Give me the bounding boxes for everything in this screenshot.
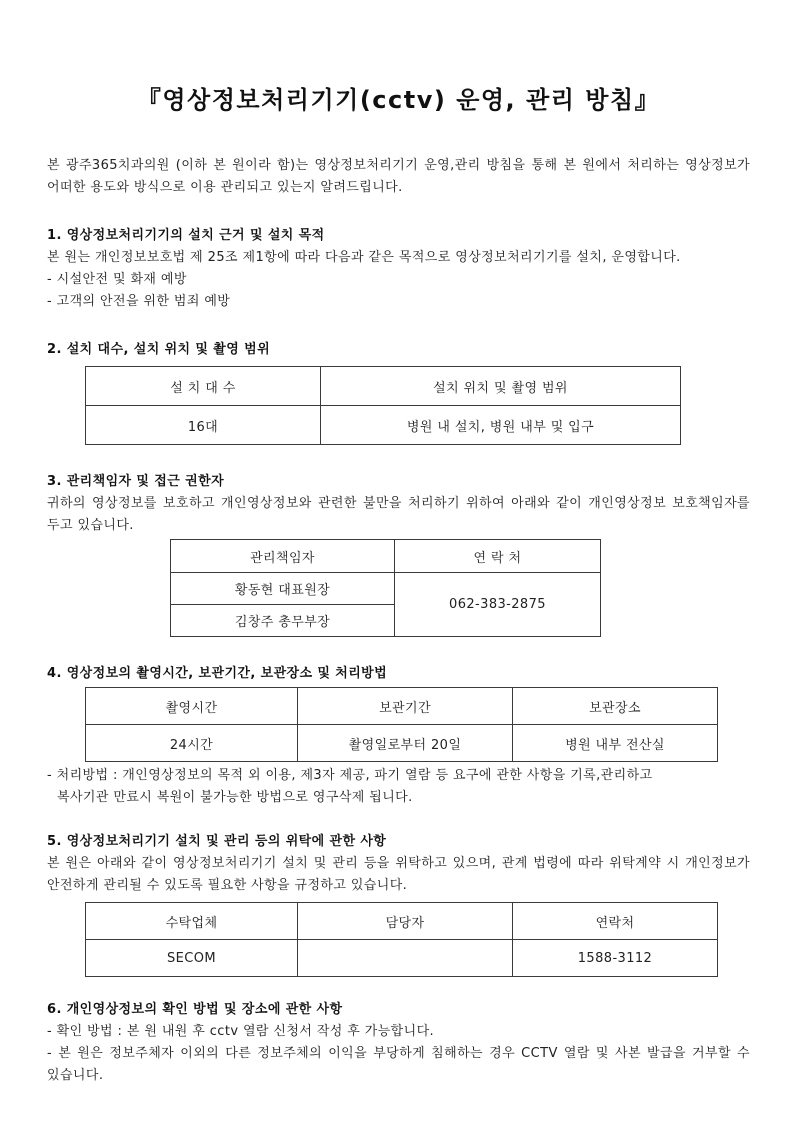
- vendor-header: 수탁업체: [86, 903, 298, 940]
- manager-contact-number: 062-383-2875: [395, 573, 601, 637]
- processing-method-note-line-2: 복사기관 만료시 복원이 불가능한 방법으로 영구삭제 됩니다.: [57, 790, 413, 805]
- person-in-charge-value: [298, 940, 513, 977]
- retention-table: [85, 687, 718, 762]
- table-row: [86, 725, 718, 762]
- document-title: 『영상정보처리기기(cctv) 운영, 관리 방침』: [136, 86, 661, 114]
- section-3: [47, 471, 750, 637]
- retention-period-value: 촬영일로부터 20일: [298, 725, 513, 762]
- table-header-row: [86, 367, 681, 406]
- section-6: [47, 999, 750, 1087]
- outsourcing-table: [85, 902, 718, 977]
- retention-period-header: 보관기간: [298, 688, 513, 725]
- installation-location-header: 설치 위치 및 촬영 범위: [321, 367, 681, 406]
- installation-location-value: 병원 내 설치, 병원 내부 및 입구: [321, 406, 681, 445]
- section-1: [47, 225, 750, 313]
- recording-time-value: 24시간: [86, 725, 298, 762]
- vendor-contact-header: 연락처: [513, 903, 718, 940]
- processing-method-note-line-1: - 처리방법 : 개인영상정보의 목적 외 이용, 제3자 제공, 파기 열람 등 요구에 관한 사항을 기록,관리하고: [47, 768, 653, 783]
- section-4-heading: 4. 영상정보의 촬영시간, 보관기간, 보관장소 및 처리방법: [47, 666, 388, 681]
- section-1-body: 본 원는 개인정보보호법 제 25조 제1항에 따라 다음과 같은 목적으로 영상정보처리기기를 설치, 운영합니다.: [47, 250, 681, 265]
- manager-name-2: 김창주 총무부장: [171, 605, 395, 637]
- section-5-heading: 5. 영상정보처리기기 설치 및 관리 등의 위탁에 관한 사항: [47, 834, 387, 849]
- section-1-heading: 1. 영상정보처리기기의 설치 근거 및 설치 목적: [47, 228, 325, 243]
- section-5-body: 본 원은 아래와 같이 영상정보처리기기 설치 및 관리 등을 위탁하고 있으며, 관계 법령에 따라 위탁계약 시 개인정보가 안전하게 관리될 수 있도록 필요한 사항을 규정하고 있습니다.: [47, 856, 750, 893]
- installation-count-value: 16대: [86, 406, 321, 445]
- person-in-charge-header: 담당자: [298, 903, 513, 940]
- section-5: [47, 831, 750, 977]
- table-header-row: [86, 688, 718, 725]
- installation-count-header: 설 치 대 수: [86, 367, 321, 406]
- vendor-contact-value: 1588-3112: [513, 940, 718, 977]
- storage-location-value: 병원 내부 전산실: [513, 725, 718, 762]
- contact-header: 연 락 처: [395, 540, 601, 573]
- section-1-bullet-2: - 고객의 안전을 위한 범죄 예방: [47, 294, 231, 309]
- section-3-heading: 3. 관리책임자 및 접근 권한자: [47, 474, 225, 489]
- section-3-body: 귀하의 영상정보를 보호하고 개인영상정보와 관련한 불만을 처리하기 위하여 아래와 같이 개인영상정보 보호책임자를 두고 있습니다.: [47, 496, 750, 533]
- vendor-name-value: SECOM: [86, 940, 298, 977]
- table-row: [86, 940, 718, 977]
- table-header-row: [86, 903, 718, 940]
- manager-name-1: 황동현 대표원장: [171, 573, 395, 605]
- section-2: [47, 339, 750, 445]
- section-2-heading: 2. 설치 대수, 설치 위치 및 촬영 범위: [47, 342, 271, 357]
- table-row: [86, 406, 681, 445]
- section-6-bullet-2: - 본 원은 정보주체자 이외의 다른 정보주체의 이익을 부당하게 침해하는 경우 CCTV 열람 및 사본 발급을 거부할 수 있습니다.: [47, 1046, 750, 1083]
- section-4: [47, 663, 750, 809]
- recording-time-header: 촬영시간: [86, 688, 298, 725]
- section-6-bullet-1: - 확인 방법 : 본 원 내원 후 cctv 열람 신청서 작성 후 가능합니다.: [47, 1024, 435, 1039]
- table-row: [171, 573, 601, 605]
- section-1-bullet-1: - 시설안전 및 화재 예방: [47, 272, 187, 287]
- manager-table: [170, 539, 601, 637]
- table-header-row: [171, 540, 601, 573]
- storage-location-header: 보관장소: [513, 688, 718, 725]
- intro-paragraph: 본 광주365치과의원 (이하 본 원이라 함)는 영상정보처리기기 운영,관리 방침을 통해 본 원에서 처리하는 영상정보가 어떠한 용도와 방식으로 이용 관리되고 있는지 알려드립니다.: [47, 158, 750, 195]
- installation-table: [85, 366, 681, 445]
- manager-header: 관리책임자: [171, 540, 395, 573]
- section-6-heading: 6. 개인영상정보의 확인 방법 및 장소에 관한 사항: [47, 1002, 343, 1017]
